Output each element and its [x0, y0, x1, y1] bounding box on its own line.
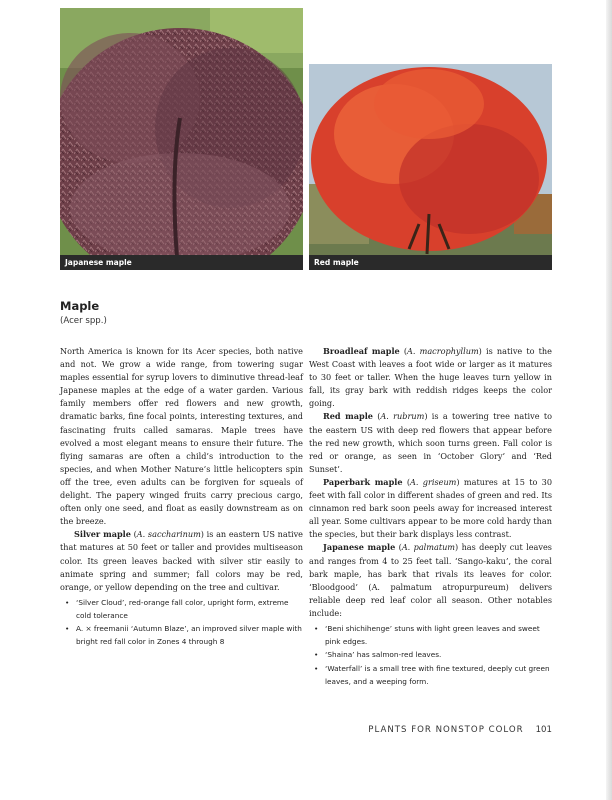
- entry-name: Japanese maple: [323, 542, 396, 553]
- list-item: • ‘Shaina’ has salmon-red leaves.: [309, 648, 552, 661]
- japanese-maple-paragraph: Japanese maple (A. palmatum) has deeply cut leaves and ranges from 4 to 25 feet tall. ‘Sango-kaku’, the coral bark maple, has bark that rivals its leaves for color. ‘Bloodgood’ (A. palmatum atropurpureum) delivers reliable deep red leaf color all season. Other notables include:: [309, 542, 552, 618]
- japanese-maple-image: [60, 8, 303, 270]
- entry-latin: A. saccharinum: [136, 529, 201, 540]
- entry-latin: A. macrophyllum: [407, 346, 479, 356]
- entry-name: Silver maple: [74, 529, 131, 540]
- page-number: 101: [535, 725, 552, 735]
- entry-text: is native to the West Coast with leaves a foot wide or larger as it matures to 30 feet or taller. When the huge leaves turn yellow in fall, its gray bark with reddish ridges keeps the color going.: [309, 346, 552, 409]
- entry-latin: A. griseum: [410, 476, 457, 487]
- list-item: • ‘Waterfall’ is a small tree with fine textured, deeply cut green leaves, and a weeping form.: [309, 662, 552, 688]
- silver-maple-paragraph: Silver maple (A. saccharinum) is an eastern US native that matures at 50 feet or taller and provides multiseason color. Its green leaves backed with silver stir easily to animate spring and summer; fall colors may be red, orange, or yellow depending on the tree and cultivar.: [60, 529, 303, 592]
- intro-paragraph: North America is known for its Acer species, both native and not. We grow a wide range, from towering sugar maples essential for syrup lovers to diminutive thread-leaf Japanese maples at the edge of a water garden. Various family members offer red flowers and new growth, dramatic barks, fine focal points, interesting textures, and fascinating fruits called samaras. Maple trees have evolved a most elegant means to ensure their future. The flying samaras are often a child’s introduction to the species, and when Mother Nature’s little helicopters spin off the tree, even adults can be forgiven for squeals of delight. The papery winged fruits carry precious cargo, often only one seed, and float as easily downstream as on the breeze.: [60, 346, 303, 527]
- silver-maple-cultivars: [60, 596, 303, 649]
- page-edge: [606, 0, 612, 800]
- entry-latin: A. palmatum: [401, 542, 456, 553]
- section-title: Maple: [60, 299, 100, 313]
- list-item: • ‘Silver Cloud’, red-orange fall color, upright form, extreme cold tolerance: [60, 596, 303, 622]
- paperbark-maple-paragraph: Paperbark maple (A. griseum) matures at 15 to 30 feet with fall color in different shades of green and red. Its cinnamon red bark soon peels away for increased interest all year. Some cultivars appear to be more cold hardy than the species, but their bark displays less contrast.: [309, 476, 553, 540]
- red-maple-photo: [309, 64, 552, 270]
- japanese-maple-cultivars: [309, 622, 552, 688]
- entry-name: Paperbark maple: [323, 476, 403, 487]
- japanese-maple-photo: [60, 8, 303, 270]
- broadleaf-maple-paragraph: Broadleaf maple (A. macrophyllum) is native to the West Coast with leaves a foot wide or larger as it matures to 30 feet or taller. When the huge leaves turn yellow in fall, its gray bark with reddish ridges keeps the color going.: [309, 346, 552, 409]
- entry-latin: A. rubrum: [380, 411, 425, 422]
- entry-text: is a towering tree native to the eastern US with deep red flowers that appear before the red new growth, which soon turns green. Fall color is red or orange, as seen in ‘October Glory’ and ‘Red Sunset’.: [309, 411, 552, 474]
- entry-name: Red maple: [323, 411, 373, 422]
- scientific-name: (Acer spp.): [60, 316, 107, 326]
- left-column: [60, 345, 303, 649]
- page-footer: [368, 725, 552, 735]
- photo-caption: Japanese maple: [60, 255, 303, 270]
- red-maple-paragraph: Red maple (A. rubrum) is a towering tree native to the eastern US with deep red flowers that appear before the red new growth, which soon turns green. Fall color is red or orange, as seen in ‘October Glory’ and ‘Red Sunset’.: [309, 411, 552, 474]
- photo-caption: Red maple: [309, 255, 552, 270]
- running-head: PLANTS FOR NONSTOP COLOR: [368, 725, 524, 735]
- entry-text: has deeply cut leaves and ranges from 4 to 25 feet tall. ‘Sango-kaku’, the coral bark maple, has bark that rivals its leaves for color. ‘Bloodgood’ (A. palmatum atropurpureum) delivers reliable deep red leaf color all season. Other notables include:: [309, 542, 552, 618]
- list-item: • ‘Beni shichihenge’ stuns with light green leaves and sweet pink edges.: [309, 622, 552, 648]
- red-maple-image: [309, 64, 552, 270]
- entry-text: is an eastern US native that matures at 50 feet or taller and provides multiseason color. Its green leaves backed with silver stir easily to animate spring and summer; fall colors may be red, orange, or yellow depending on the tree and cultivar.: [60, 529, 303, 592]
- entry-name: Broadleaf maple: [323, 346, 400, 356]
- right-column: [309, 345, 552, 688]
- entry-text: matures at 15 to 30 feet with fall color in different shades of green and red. Its cinnamon red bark soon peels away for increased interest all year. Some cultivars appear to be more cold hardy than the species, but their bark displays less contrast.: [309, 476, 553, 540]
- list-item: • A. × freemanii ‘Autumn Blaze’, an improved silver maple with bright red fall color in Zones 4 through 8: [60, 622, 303, 648]
